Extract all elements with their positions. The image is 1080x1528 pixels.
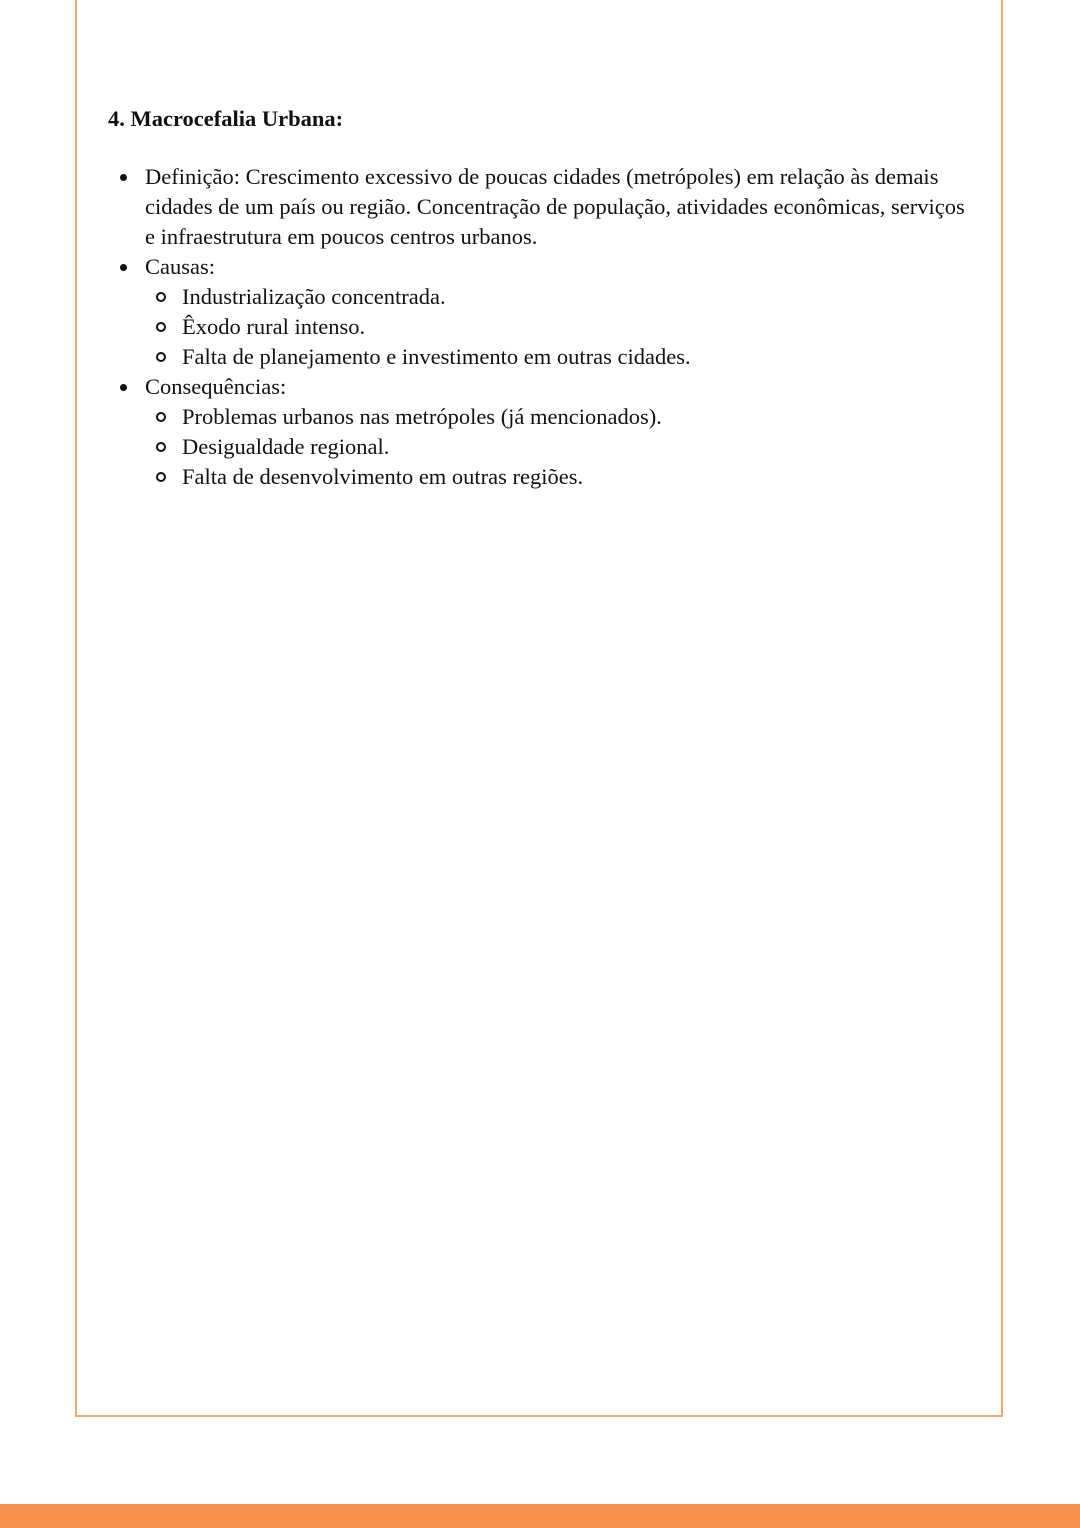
sub-item-text: Problemas urbanos nas metrópoles (já mencionados). — [182, 404, 662, 429]
list-item-causes — [108, 252, 978, 372]
sub-item-text: Industrialização concentrada. — [182, 284, 446, 309]
bullet-circle-icon — [156, 472, 166, 482]
consequences-sub-list — [145, 402, 978, 492]
sub-list-item — [145, 402, 978, 432]
bullet-dot-icon — [120, 384, 127, 391]
sub-item-text: Êxodo rural intenso. — [182, 314, 366, 339]
list-item-definition — [108, 162, 978, 252]
sub-item-text: Desigualdade regional. — [182, 434, 390, 459]
sub-item-text: Falta de planejamento e investimento em outras cidades. — [182, 344, 691, 369]
bullet-circle-icon — [156, 442, 166, 452]
document-content — [108, 104, 978, 492]
definition-text: Definição: Crescimento excessivo de poucas cidades (metrópoles) em relação às demais cidades de um país ou região. Concentração de população, atividades econômicas, serviços e infraestrutura em poucos centros urbanos. — [145, 164, 965, 249]
bullet-circle-icon — [156, 292, 166, 302]
footer-accent-bar — [0, 1504, 1080, 1528]
sub-list-item — [145, 312, 978, 342]
sub-list-item — [145, 432, 978, 462]
section-title: 4. Macrocefalia Urbana: — [108, 106, 344, 131]
bullet-dot-icon — [120, 174, 127, 181]
list-item-consequences — [108, 372, 978, 492]
sub-list-item — [145, 462, 978, 492]
causes-sub-list — [145, 282, 978, 372]
sub-list-item — [145, 342, 978, 372]
bullet-circle-icon — [156, 352, 166, 362]
bullet-circle-icon — [156, 412, 166, 422]
bullet-circle-icon — [156, 322, 166, 332]
main-bullet-list — [108, 162, 978, 492]
sub-item-text: Falta de desenvolvimento em outras regiões. — [182, 464, 584, 489]
sub-list-item — [145, 282, 978, 312]
bullet-dot-icon — [120, 264, 127, 271]
consequences-label: Consequências: — [145, 374, 287, 399]
causes-label: Causas: — [145, 254, 215, 279]
